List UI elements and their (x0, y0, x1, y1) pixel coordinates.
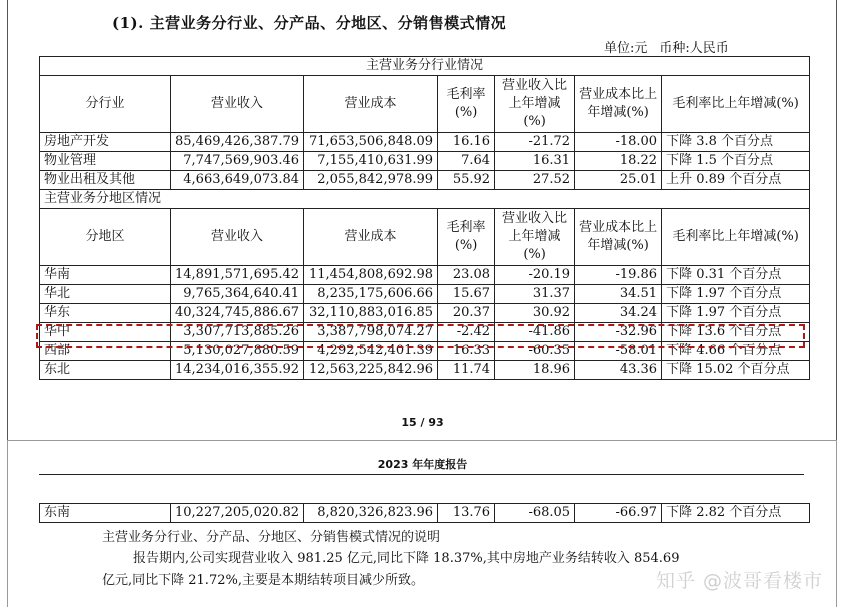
currency-label: 币种:人民币 (659, 41, 729, 56)
row-label: 华东 (40, 304, 171, 323)
margin-cell: 23.08 (438, 266, 495, 285)
revenue-cell: 10,227,205,020.82 (171, 504, 304, 523)
explanation-title: 主营业务分行业、分产品、分地区、分销售模式情况的说明 (102, 530, 441, 545)
table-row (40, 266, 810, 285)
header-cell: 毛利率比上年增减(%) (662, 209, 810, 266)
unit-line (604, 37, 741, 56)
header-cell: 营业成本 (304, 209, 438, 266)
cost-cell: 71,653,506,848.09 (304, 133, 438, 152)
margin-change-cell: 下降 1.97 个百分点 (662, 285, 810, 304)
cost-cell: 12,563,225,842.96 (304, 361, 438, 380)
revenue-cell: 7,747,569,903.46 (171, 152, 304, 171)
margin-change-cell: 下降 3.8 个百分点 (662, 133, 810, 152)
revenue-change-cell: -20.19 (495, 266, 575, 285)
explanation-line-1: 报告期内,公司实现营业收入 981.25 亿元,同比下降 18.37%,其中房地产业务结转收入 854.69 (133, 551, 680, 566)
revenue-cell: 14,891,571,695.42 (171, 266, 304, 285)
header-cell: 分地区 (40, 209, 171, 266)
explanation-line-2: 亿元,同比下降 21.72%,主要是本期结转项目减少所致。 (102, 573, 424, 588)
margin-cell: -2.42 (438, 323, 495, 342)
margin-change-cell: 上升 0.89 个百分点 (662, 171, 810, 190)
revenue-change-cell: -21.72 (495, 133, 575, 152)
revenue-cell: 4,663,649,073.84 (171, 171, 304, 190)
cost-change-cell: 43.36 (575, 361, 662, 380)
header-cell: 营业成本比上年增减(%) (575, 76, 662, 133)
cost-cell: 8,820,326,823.96 (304, 504, 438, 523)
row-label: 物业管理 (40, 152, 171, 171)
table-row (40, 285, 810, 304)
cost-change-cell: 34.51 (575, 285, 662, 304)
revenue-cell: 5,130,027,880.59 (171, 342, 304, 361)
unit-label: 单位:元 (604, 41, 648, 56)
table-row (40, 152, 810, 171)
cost-cell: 32,110,883,016.85 (304, 304, 438, 323)
region-header-row (40, 209, 810, 266)
header-cell: 营业收入比上年增减(%) (495, 76, 575, 133)
margin-change-cell: 下降 4.66 个百分点 (662, 342, 810, 361)
header-cell: 毛利率(%) (438, 209, 495, 266)
margin-cell: 13.76 (438, 504, 495, 523)
header-cell: 毛利率(%) (438, 76, 495, 133)
cost-cell: 7,155,410,631.99 (304, 152, 438, 171)
margin-cell: 20.37 (438, 304, 495, 323)
row-label: 房地产开发 (40, 133, 171, 152)
cost-change-cell: 18.22 (575, 152, 662, 171)
cost-cell: 11,454,808,692.98 (304, 266, 438, 285)
cost-change-cell: -19.86 (575, 266, 662, 285)
revenue-cell: 40,324,745,886.67 (171, 304, 304, 323)
margin-change-cell: 下降 1.97 个百分点 (662, 304, 810, 323)
header-cell: 营业成本 (304, 76, 438, 133)
watermark: 知乎 @波哥看楼市 (655, 570, 823, 592)
industry-table-title: 主营业务分行业情况 (40, 57, 810, 76)
row-label: 东南 (40, 504, 171, 523)
table-row (40, 361, 810, 380)
header-cell: 分行业 (40, 76, 171, 133)
revenue-change-cell: -41.86 (495, 323, 575, 342)
revenue-change-cell: 30.92 (495, 304, 575, 323)
revenue-change-cell: 27.52 (495, 171, 575, 190)
cost-change-cell: 25.01 (575, 171, 662, 190)
table-row (40, 342, 810, 361)
cost-change-cell: -18.00 (575, 133, 662, 152)
cost-cell: 8,235,175,606.66 (304, 285, 438, 304)
revenue-change-cell: 31.37 (495, 285, 575, 304)
page-border-left (7, 0, 8, 440)
row-label: 物业出租及其他 (40, 171, 171, 190)
cost-change-cell: -58.01 (575, 342, 662, 361)
header-cell: 毛利率比上年增减(%) (662, 76, 810, 133)
revenue-cell: 85,469,426,387.79 (171, 133, 304, 152)
header-cell: 营业收入 (171, 76, 304, 133)
margin-change-cell: 下降 2.82 个百分点 (662, 504, 810, 523)
main-business-table (39, 56, 810, 380)
report-header-line (39, 474, 804, 475)
header-cell: 营业成本比上年增减(%) (575, 209, 662, 266)
row-label: 东北 (40, 361, 171, 380)
page-divider (7, 440, 837, 441)
revenue-cell: 3,307,713,885.26 (171, 323, 304, 342)
cost-change-cell: -32.96 (575, 323, 662, 342)
cost-cell: 2,055,842,978.99 (304, 171, 438, 190)
revenue-change-cell: -60.35 (495, 342, 575, 361)
margin-cell: 11.74 (438, 361, 495, 380)
table-row (40, 323, 810, 342)
margin-cell: 16.16 (438, 133, 495, 152)
cost-change-cell: 34.24 (575, 304, 662, 323)
header-cell: 营业收入 (171, 209, 304, 266)
continued-table (39, 503, 810, 523)
row-label: 华北 (40, 285, 171, 304)
revenue-cell: 14,234,016,355.92 (171, 361, 304, 380)
table-row-highlighted (40, 304, 810, 323)
row-label: 华南 (40, 266, 171, 285)
revenue-change-cell: -68.05 (495, 504, 575, 523)
cost-cell: 4,292,542,401.39 (304, 342, 438, 361)
margin-change-cell: 下降 0.31 个百分点 (662, 266, 810, 285)
page-number: 15 / 93 (401, 416, 444, 429)
margin-cell: 16.33 (438, 342, 495, 361)
section-title: (1). 主营业务分行业、分产品、分地区、分销售模式情况 (112, 14, 507, 32)
row-label: 华中 (40, 323, 171, 342)
row-label: 西部 (40, 342, 171, 361)
cost-change-cell: -66.97 (575, 504, 662, 523)
revenue-change-cell: 16.31 (495, 152, 575, 171)
margin-cell: 15.67 (438, 285, 495, 304)
margin-cell: 7.64 (438, 152, 495, 171)
revenue-cell: 9,765,364,640.41 (171, 285, 304, 304)
page-border-right (836, 0, 837, 440)
margin-cell: 55.92 (438, 171, 495, 190)
table-row (40, 133, 810, 152)
revenue-change-cell: 18.96 (495, 361, 575, 380)
header-cell: 营业收入比上年增减(%) (495, 209, 575, 266)
report-header-title: 2023 年年度报告 (377, 458, 468, 471)
margin-change-cell: 下降 15.02 个百分点 (662, 361, 810, 380)
table-row (40, 171, 810, 190)
cost-cell: 3,387,798,074.27 (304, 323, 438, 342)
margin-change-cell: 下降 1.5 个百分点 (662, 152, 810, 171)
region-table-title: 主营业务分地区情况 (40, 190, 810, 209)
table-row (40, 504, 810, 523)
margin-change-cell: 下降 13.6 个百分点 (662, 323, 810, 342)
industry-header-row (40, 76, 810, 133)
